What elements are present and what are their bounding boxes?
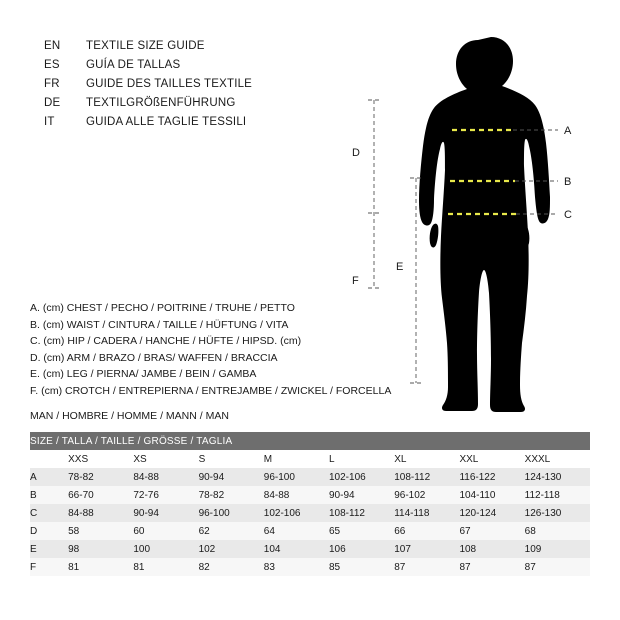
cell: 65 bbox=[329, 522, 394, 540]
language-code: FR bbox=[44, 78, 60, 90]
cell: 78-82 bbox=[199, 486, 264, 504]
cell: 124-130 bbox=[525, 468, 590, 486]
legend-item-b: B. (cm) WAIST / CINTURA / TAILLE / HÜFTUNG / VITA bbox=[30, 318, 289, 331]
cell: 108-112 bbox=[394, 468, 459, 486]
cell: 67 bbox=[459, 522, 524, 540]
table-row bbox=[30, 540, 590, 558]
size-table-container bbox=[30, 432, 590, 576]
cell: 58 bbox=[68, 522, 133, 540]
language-code: DE bbox=[44, 97, 61, 109]
cell: 98 bbox=[68, 540, 133, 558]
cell: 104 bbox=[264, 540, 329, 558]
male-silhouette-icon bbox=[419, 37, 550, 412]
cell: 66 bbox=[394, 522, 459, 540]
cell: 102-106 bbox=[329, 468, 394, 486]
row-label: D bbox=[30, 522, 68, 540]
table-row bbox=[30, 486, 590, 504]
language-row bbox=[44, 59, 374, 78]
row-label: F bbox=[30, 558, 68, 576]
language-code: ES bbox=[44, 59, 60, 71]
language-title: GUIDE DES TAILLES TEXTILE bbox=[86, 78, 253, 90]
language-title: TEXTILGRÖßENFÜHRUNG bbox=[86, 97, 236, 109]
cell: 96-100 bbox=[199, 504, 264, 522]
callout-c: C bbox=[564, 209, 572, 221]
language-title-list bbox=[44, 40, 374, 135]
cell: 102-106 bbox=[264, 504, 329, 522]
language-row bbox=[44, 97, 374, 116]
legend-item-f: F. (cm) CROTCH / ENTREPIERNA / ENTREJAMBE / ZWICKEL / FORCELLA bbox=[30, 384, 392, 397]
col-head-m: M bbox=[264, 450, 329, 468]
cell: 84-88 bbox=[68, 504, 133, 522]
cell: 96-100 bbox=[264, 468, 329, 486]
table-row bbox=[30, 558, 590, 576]
cell: 60 bbox=[133, 522, 198, 540]
table-header-label: SIZE / TALLA / TAILLE / GRÖSSE / TAGLIA bbox=[30, 435, 233, 447]
cell: 116-122 bbox=[459, 468, 524, 486]
col-head-blank bbox=[30, 450, 68, 468]
cell: 81 bbox=[68, 558, 133, 576]
language-row bbox=[44, 40, 374, 59]
cell: 78-82 bbox=[68, 468, 133, 486]
row-label: B bbox=[30, 486, 68, 504]
gender-label: MAN / HOMBRE / HOMME / MANN / MAN bbox=[30, 410, 229, 422]
cell: 84-88 bbox=[264, 486, 329, 504]
language-title: TEXTILE SIZE GUIDE bbox=[86, 40, 205, 52]
table-column-headers bbox=[30, 450, 590, 468]
cell: 114-118 bbox=[394, 504, 459, 522]
cell: 112-118 bbox=[525, 486, 590, 504]
language-row bbox=[44, 78, 374, 97]
cell: 87 bbox=[394, 558, 459, 576]
legend-item-e: E. (cm) LEG / PIERNA/ JAMBE / BEIN / GAMBA bbox=[30, 368, 257, 381]
col-head-s: S bbox=[199, 450, 264, 468]
col-head-xxxl: XXXL bbox=[525, 450, 590, 468]
callout-a: A bbox=[564, 125, 572, 137]
language-code: EN bbox=[44, 40, 61, 52]
cell: 109 bbox=[525, 540, 590, 558]
cell: 81 bbox=[133, 558, 198, 576]
cell: 104-110 bbox=[459, 486, 524, 504]
table-row bbox=[30, 522, 590, 540]
table-row bbox=[30, 468, 590, 486]
legend-item-c: C. (cm) HIP / CADERA / HANCHE / HÜFTE / HIPSD. (cm) bbox=[30, 335, 302, 348]
body-diagram bbox=[330, 28, 610, 428]
cell: 72-76 bbox=[133, 486, 198, 504]
language-code: IT bbox=[44, 116, 55, 128]
language-title: GUIDA ALLE TAGLIE TESSILI bbox=[86, 116, 247, 128]
cell: 66-70 bbox=[68, 486, 133, 504]
cell: 107 bbox=[394, 540, 459, 558]
legend-item-a: A. (cm) CHEST / PECHO / POITRINE / TRUHE / PETTO bbox=[30, 302, 295, 314]
cell: 82 bbox=[199, 558, 264, 576]
cell: 120-124 bbox=[459, 504, 524, 522]
cell: 62 bbox=[199, 522, 264, 540]
legend-item-d: D. (cm) ARM / BRAZO / BRAS/ WAFFEN / BRACCIA bbox=[30, 351, 278, 364]
cell: 85 bbox=[329, 558, 394, 576]
col-head-l: L bbox=[329, 450, 394, 468]
cell: 126-130 bbox=[525, 504, 590, 522]
cell: 96-102 bbox=[394, 486, 459, 504]
cell: 68 bbox=[525, 522, 590, 540]
table-header-band bbox=[30, 432, 590, 450]
cell: 108 bbox=[459, 540, 524, 558]
cell: 90-94 bbox=[199, 468, 264, 486]
dimension-d-line bbox=[368, 100, 380, 288]
cell: 108-112 bbox=[329, 504, 394, 522]
language-title: GUÍA DE TALLAS bbox=[86, 59, 181, 71]
cell: 87 bbox=[525, 558, 590, 576]
cell: 64 bbox=[264, 522, 329, 540]
size-table bbox=[30, 432, 590, 576]
col-head-xxs: XXS bbox=[68, 450, 133, 468]
cell: 102 bbox=[199, 540, 264, 558]
cell: 83 bbox=[264, 558, 329, 576]
dimension-label-e: E bbox=[396, 261, 404, 273]
callout-b: B bbox=[564, 176, 572, 188]
dimension-label-f: F bbox=[352, 275, 359, 287]
col-head-xl: XL bbox=[394, 450, 459, 468]
cell: 100 bbox=[133, 540, 198, 558]
language-row bbox=[44, 116, 374, 135]
cell: 87 bbox=[459, 558, 524, 576]
cell: 90-94 bbox=[133, 504, 198, 522]
table-row bbox=[30, 504, 590, 522]
col-head-xs: XS bbox=[133, 450, 198, 468]
row-label: A bbox=[30, 468, 68, 486]
cell: 84-88 bbox=[133, 468, 198, 486]
col-head-xxl: XXL bbox=[459, 450, 524, 468]
row-label: C bbox=[30, 504, 68, 522]
row-label: E bbox=[30, 540, 68, 558]
dimension-label-d: D bbox=[352, 147, 360, 159]
cell: 90-94 bbox=[329, 486, 394, 504]
cell: 106 bbox=[329, 540, 394, 558]
